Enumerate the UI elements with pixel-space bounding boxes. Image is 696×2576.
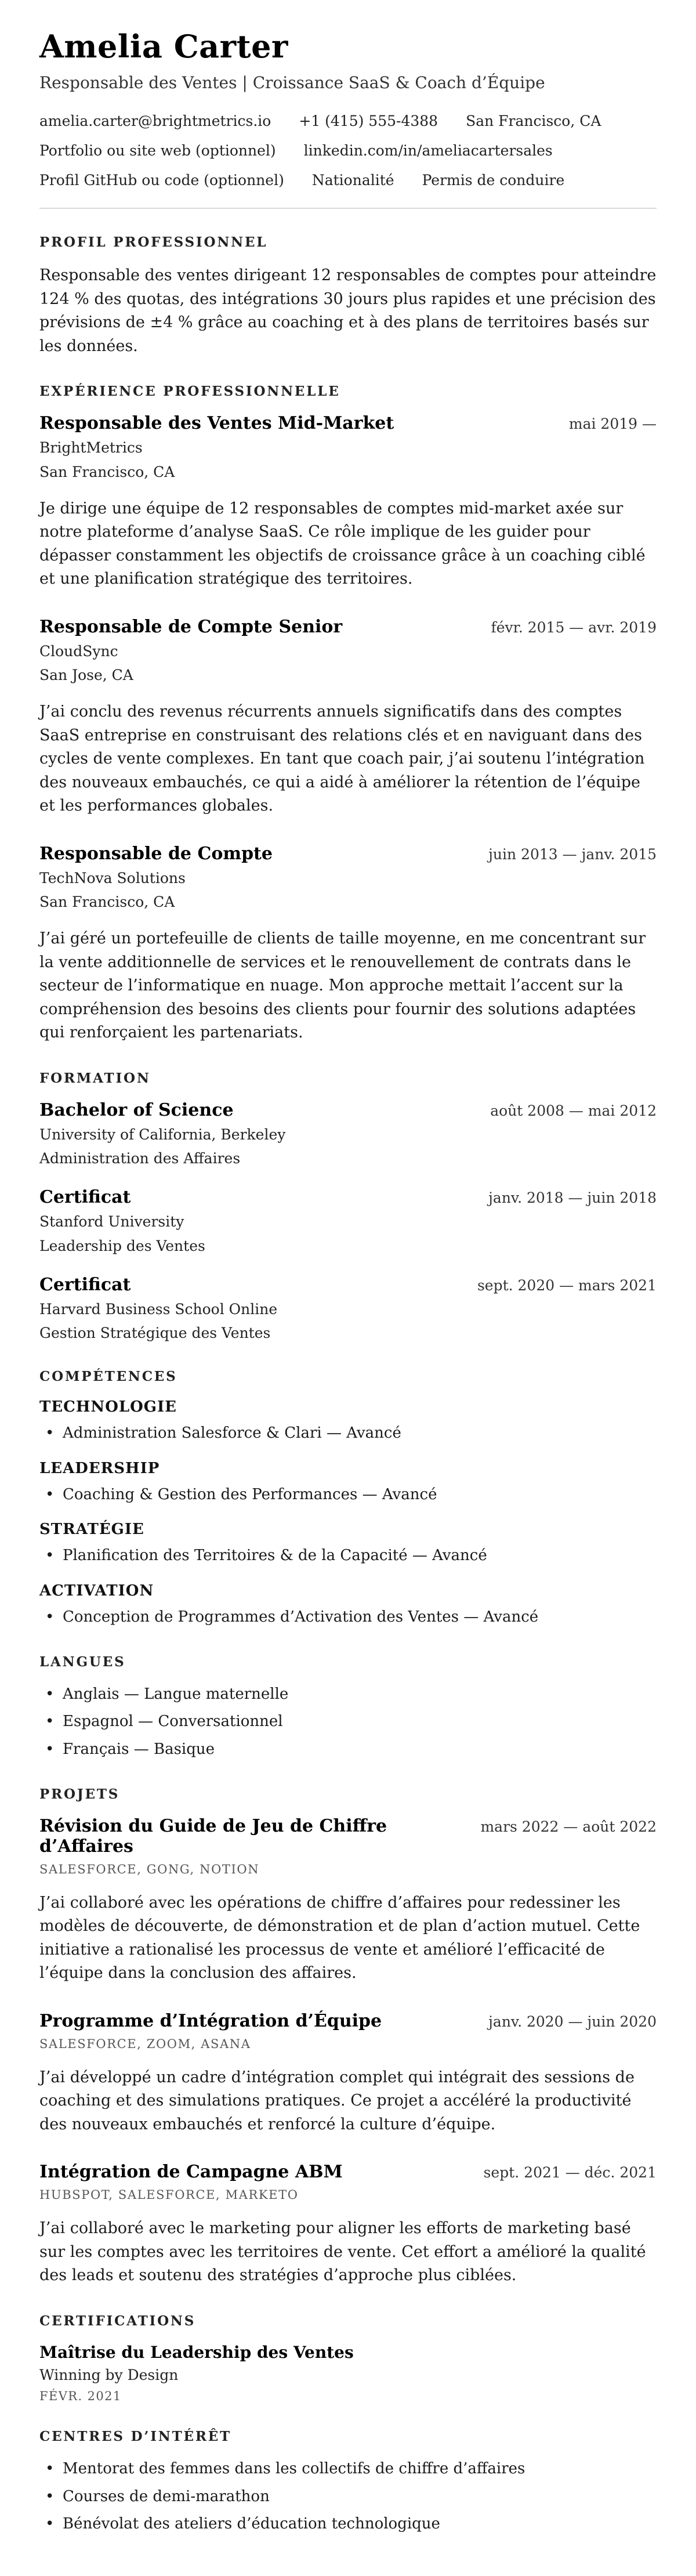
contact-phone: +1 (415) 555-4388 (299, 113, 438, 129)
education-item-head (39, 1275, 657, 1295)
project-dates: mars 2022 — août 2022 (480, 1818, 657, 1835)
experience-item (39, 844, 657, 1045)
project-description: J’ai développé un cadre d’intégration complet qui intégrait des sessions de coaching et des simulations pratiques. Ce projet a accéléré la productivité des nouveaux embauchés et renforcé la culture d’équipe. (39, 2068, 635, 2133)
education-item-head (39, 1187, 657, 1207)
certification-name: Maîtrise du Leadership des Ventes (39, 2342, 354, 2362)
experience-heading: EXPÉRIENCE PROFESSIONNELLE (39, 383, 340, 399)
certification-issuer: Winning by Design (39, 2366, 179, 2383)
person-job-title: Responsable des Ventes | Croissance SaaS & Coach d’Équipe (39, 73, 545, 92)
degree-name: Certificat (39, 1187, 131, 1207)
skill-list (39, 1423, 657, 1445)
project-item-head (39, 2162, 657, 2182)
contact-nationality: Nationalité (311, 172, 394, 189)
contact-row-1 (39, 111, 657, 131)
degree-dates: août 2008 — mai 2012 (490, 1102, 657, 1119)
resume-header (39, 28, 657, 190)
school-name: Harvard Business School Online (39, 1300, 278, 1318)
section-interests (39, 2429, 657, 2535)
education-item-head (39, 1100, 657, 1120)
school-name: University of California, Berkeley (39, 1126, 286, 1143)
project-tools: SALESFORCE, ZOOM, ASANA (39, 2036, 251, 2051)
project-item-head (39, 2011, 657, 2031)
education-heading: FORMATION (39, 1070, 151, 1086)
skill-list (39, 1545, 657, 1567)
skill-list (39, 1607, 657, 1629)
skill-list (39, 1484, 657, 1506)
language-item: • Anglais — Langue maternelle (39, 1684, 657, 1706)
section-languages (39, 1654, 657, 1761)
project-title: Intégration de Campagne ABM (39, 2162, 343, 2183)
certification-date: FÉVR. 2021 (39, 2389, 122, 2403)
degree-name: Certificat (39, 1274, 131, 1295)
field-of-study: Leadership des Ventes (39, 1237, 205, 1254)
project-item-head (39, 1816, 657, 1857)
education-item (39, 1100, 657, 1169)
experience-item (39, 413, 657, 591)
interests-heading: CENTRES D’INTÉRÊT (39, 2428, 231, 2444)
project-item (39, 1816, 657, 1985)
interest-item: • Bénévolat des ateliers d’éducation technologique (39, 2513, 657, 2535)
education-item (39, 1275, 657, 1344)
project-title: Révision du Guide de Jeu de Chiffre d’Affaires (39, 1815, 387, 1857)
skill-category: LEADERSHIP (39, 1459, 160, 1477)
project-description: J’ai collaboré avec les opérations de chiffre d’affaires pour redessiner les modèles de découverte, de démonstration et de plan d’action mutuel. Cette initiative a rationalisé les processus de vente et amélioré l’efficacité de l’équipe dans la conclusion des affaires. (39, 1893, 640, 1982)
school-name: Stanford University (39, 1213, 184, 1230)
project-description: J’ai collaboré avec le marketing pour aligner les efforts de marketing basé sur les comptes avec les territoires de vente. Cet effort a amélioré la qualité des leads et soutenu des stratégies d’approche plus ciblées. (39, 2219, 646, 2285)
project-tools: HUBSPOT, SALESFORCE, MARKETO (39, 2188, 299, 2202)
language-item: • Français — Basique (39, 1739, 657, 1761)
skill-category: STRATÉGIE (39, 1521, 144, 1539)
project-dates: janv. 2020 — juin 2020 (488, 2013, 657, 2030)
job-dates: mai 2019 — (568, 415, 657, 432)
job-dates: juin 2013 — janv. 2015 (488, 845, 657, 863)
skill-category: TECHNOLOGIE (39, 1398, 177, 1416)
contact-row-3 (39, 170, 657, 190)
job-description: J’ai géré un portefeuille de clients de taille moyenne, en me concentrant sur la vente additionnelle de services et le renouvellement de contrats dans le secteur de l’informatique en nuage. Mon approche mettait l’accent sur la compréhension des besoins des clients pour fournir des solutions adaptées qui renforçaient les partenariats. (39, 929, 646, 1041)
experience-item-head (39, 844, 657, 864)
experience-item (39, 617, 657, 818)
skill-group (39, 1460, 657, 1506)
interest-list (39, 2458, 657, 2535)
profile-summary: Responsable des ventes dirigeant 12 responsables de comptes pour atteindre 124 % des quotas, des intégrations 30 jours plus rapides et une précision des prévisions de ±4 % grâce au coaching et à des plans de territoires basés sur les données. (39, 266, 657, 355)
project-tools: SALESFORCE, GONG, NOTION (39, 1862, 260, 1876)
skill-item: • Administration Salesforce & Clari — Avancé (39, 1423, 657, 1445)
contact-driving-license: Permis de conduire (422, 172, 565, 189)
contact-location: San Francisco, CA (466, 113, 601, 129)
languages-heading: LANGUES (39, 1654, 126, 1670)
interest-item: • Courses de demi-marathon (39, 2486, 657, 2508)
contact-github: Profil GitHub ou code (optionnel) (39, 172, 284, 189)
person-name: Amelia Carter (39, 28, 288, 65)
job-location: San Francisco, CA (39, 463, 175, 480)
language-list (39, 1684, 657, 1761)
certifications-heading: CERTIFICATIONS (39, 2313, 196, 2329)
job-company: TechNova Solutions (39, 869, 186, 887)
section-skills (39, 1369, 657, 1629)
contact-portfolio: Portfolio ou site web (optionnel) (39, 142, 276, 159)
skill-group (39, 1521, 657, 1567)
job-location: San Jose, CA (39, 667, 133, 684)
skill-item: • Conception de Programmes d’Activation des Ventes — Avancé (39, 1607, 657, 1629)
degree-name: Bachelor of Science (39, 1099, 234, 1120)
skills-heading: COMPÉTENCES (39, 1369, 177, 1384)
job-title: Responsable des Ventes Mid-Market (39, 413, 394, 433)
interest-item: • Mentorat des femmes dans les collectifs de chiffre d’affaires (39, 2458, 657, 2480)
skill-item: • Coaching & Gestion des Performances — Avancé (39, 1484, 657, 1506)
project-item (39, 2162, 657, 2288)
job-company: CloudSync (39, 642, 118, 660)
contact-linkedin: linkedin.com/in/ameliacartersales (303, 142, 553, 159)
language-item: • Espagnol — Conversationnel (39, 1711, 657, 1733)
job-title: Responsable de Compte Senior (39, 616, 343, 637)
job-dates: févr. 2015 — avr. 2019 (491, 618, 657, 636)
section-profile (39, 234, 657, 358)
project-item (39, 2011, 657, 2137)
experience-item-head (39, 617, 657, 637)
degree-dates: sept. 2020 — mars 2021 (477, 1276, 657, 1294)
job-description: J’ai conclu des revenus récurrents annuels significatifs dans des comptes SaaS entreprise en construisant des relations clés et en naviguant dans des cycles de vente complexes. En tant que coach pair, j’ai soutenu l’intégration des nouveaux embauchés, ce qui a aidé à améliorer la rétention de l’équipe et les performances globales. (39, 703, 645, 815)
skill-group (39, 1582, 657, 1629)
skill-group (39, 1398, 657, 1445)
profile-heading: PROFIL PROFESSIONNEL (39, 234, 268, 250)
skill-category: ACTIVATION (39, 1582, 154, 1600)
certification-item (39, 2343, 657, 2403)
experience-item-head (39, 413, 657, 433)
job-title: Responsable de Compte (39, 843, 273, 864)
contact-row-2 (39, 140, 657, 161)
degree-dates: janv. 2018 — juin 2018 (488, 1189, 657, 1206)
field-of-study: Administration des Affaires (39, 1150, 241, 1167)
job-description: Je dirige une équipe de 12 responsables de comptes mid-market axée sur notre plateforme d’analyse SaaS. Ce rôle implique de les guider pour dépasser constamment les objectifs de croissance grâce à un coaching ciblé et une planification stratégique des territoires. (39, 499, 646, 588)
section-certifications (39, 2313, 657, 2403)
section-experience (39, 383, 657, 1045)
header-divider (39, 208, 657, 209)
education-item (39, 1187, 657, 1256)
contact-email: amelia.carter@brightmetrics.io (39, 113, 271, 129)
field-of-study: Gestion Stratégique des Ventes (39, 1325, 271, 1342)
section-education (39, 1070, 657, 1344)
job-company: BrightMetrics (39, 439, 143, 456)
project-title: Programme d’Intégration d’Équipe (39, 2010, 382, 2031)
project-dates: sept. 2021 — déc. 2021 (483, 2164, 657, 2181)
projects-heading: PROJETS (39, 1786, 120, 1802)
job-location: San Francisco, CA (39, 893, 175, 911)
section-projects (39, 1786, 657, 2288)
skill-item: • Planification des Territoires & de la Capacité — Avancé (39, 1545, 657, 1567)
